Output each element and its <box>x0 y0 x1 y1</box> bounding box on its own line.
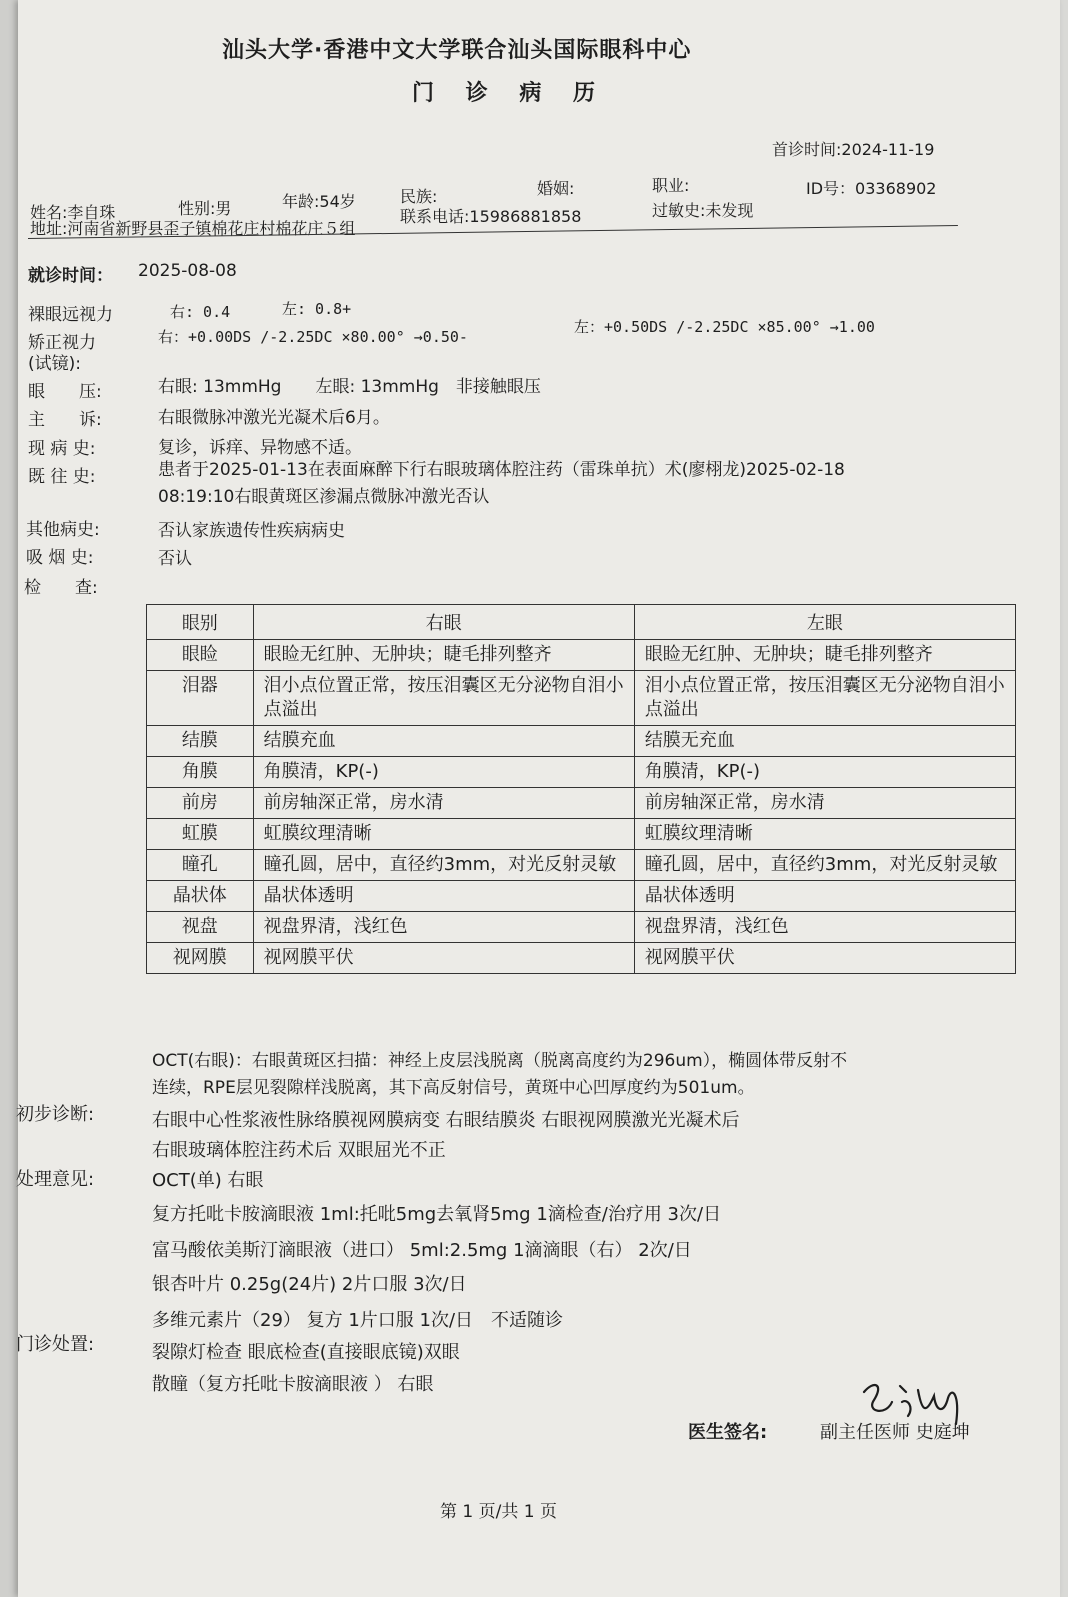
present-illness: 复诊，诉痒、异物感不适。 <box>158 438 362 458</box>
signature-label: 医生签名: <box>688 1422 768 1443</box>
bcva-left: 左：+0.50DS /-2.25DC ×85.00° →1.00 <box>574 318 875 336</box>
procedure-line2: 散瞳（复方托吡卡胺滴眼液 ） 右眼 <box>152 1374 434 1395</box>
exam-header-left: 左眼 <box>634 605 1015 640</box>
left-eye-finding: 虹膜纹理清晰 <box>634 819 1015 850</box>
left-eye-finding: 前房轴深正常，房水清 <box>634 788 1015 819</box>
treatment-label: 处理意见: <box>16 1169 95 1190</box>
right-eye-finding: 角膜清，KP(-) <box>253 757 634 788</box>
patient-allergy: 过敏史:未发现 <box>652 201 754 220</box>
left-eye-finding: 角膜清，KP(-) <box>634 757 1015 788</box>
visit-date-label: 就诊时间： <box>28 266 113 286</box>
right-eye-finding: 眼睑无红肿、无肿块；睫毛排列整齐 <box>253 640 634 671</box>
table-row <box>147 671 1016 726</box>
doctor-name: 副主任医师 史庭坤 <box>820 1422 970 1443</box>
exam-item: 视盘 <box>147 912 254 943</box>
left-eye-finding: 结膜无充血 <box>634 726 1015 757</box>
uva-right: 右: 0.4 <box>170 303 231 321</box>
first-visit-date: 首诊时间:2024-11-19 <box>772 140 935 159</box>
diagnosis-line1: 右眼中心性浆液性脉络膜视网膜病变 右眼结膜炎 右眼视网膜激光光凝术后 <box>152 1110 740 1131</box>
patient-sex: 性别:男 <box>178 199 232 218</box>
right-eye-finding: 虹膜纹理清晰 <box>253 819 634 850</box>
left-eye-finding: 瞳孔圆，居中，直径约3mm，对光反射灵敏 <box>634 850 1015 881</box>
exam-item: 视网膜 <box>147 943 254 974</box>
oct-line2: 连续，RPE层见裂隙样浅脱离，其下高反射信号，黄斑中心凹厚度约为501um。 <box>152 1078 755 1098</box>
uva-left: 左: 0.8+ <box>282 300 352 318</box>
page-number: 第 1 页/共 1 页 <box>440 1502 557 1522</box>
right-eye-finding: 视网膜平伏 <box>253 943 634 974</box>
bcva-label: 矫正视力 <box>28 333 96 353</box>
chief-complaint: 右眼微脉冲激光光凝术后6月。 <box>158 408 390 428</box>
exam-item: 虹膜 <box>147 819 254 850</box>
bcva-right: 右：+0.00DS /-2.25DC ×80.00° →0.50- <box>158 328 468 346</box>
exam-item: 晶状体 <box>147 881 254 912</box>
patient-address: 地址:河南省新野县歪子镇棉花庄村棉花庄５组 <box>30 219 356 238</box>
exam-item: 眼睑 <box>147 640 254 671</box>
right-eye-finding: 视盘界清，浅红色 <box>253 912 634 943</box>
smoke-label: 吸 烟 史: <box>26 548 94 568</box>
left-eye-finding: 晶状体透明 <box>634 881 1015 912</box>
patient-marriage: 婚姻: <box>537 179 575 198</box>
table-row <box>147 881 1016 912</box>
left-eye-finding: 泪小点位置正常，按压泪囊区无分泌物自泪小点溢出 <box>634 671 1015 726</box>
oct-line1: OCT(右眼)：右眼黄斑区扫描：神经上皮层浅脱离（脱离高度约为296um），椭圆体带反射不 <box>152 1051 848 1071</box>
iop-label: 眼 压: <box>28 382 102 402</box>
exam-header-right: 右眼 <box>253 605 634 640</box>
table-row <box>147 788 1016 819</box>
patient-occupation: 职业: <box>652 176 690 195</box>
right-eye-finding: 泪小点位置正常，按压泪囊区无分泌物自泪小点溢出 <box>253 671 634 726</box>
patient-ethnicity: 民族: <box>400 187 438 206</box>
iop-value: 右眼: 13mmHg 左眼: 13mmHg 非接触眼压 <box>158 377 541 397</box>
bcva-label-trial: (试镜): <box>28 354 81 374</box>
left-eye-finding: 视盘界清，浅红色 <box>634 912 1015 943</box>
uva-label: 裸眼远视力 <box>28 305 113 325</box>
exam-header-eye: 眼别 <box>147 605 254 640</box>
left-eye-finding: 视网膜平伏 <box>634 943 1015 974</box>
complaint-label: 主 诉: <box>28 410 102 430</box>
table-row <box>147 943 1016 974</box>
exam-item: 瞳孔 <box>147 850 254 881</box>
treatment-item: 富马酸依美斯汀滴眼液（进口） 5ml:2.5mg 1滴滴眼（右） 2次/日 <box>152 1240 692 1261</box>
right-eye-finding: 晶状体透明 <box>253 881 634 912</box>
other-history: 否认家族遗传性疾病病史 <box>158 521 345 541</box>
exam-header-row <box>147 605 1016 640</box>
treatment-item: 复方托吡卡胺滴眼液 1ml:托吡5mg去氧肾5mg 1滴检查/治疗用 3次/日 <box>152 1204 722 1225</box>
visit-date: 2025-08-08 <box>138 261 237 281</box>
exam-label: 检 查: <box>24 578 98 598</box>
record-title: 门 诊 病 历 <box>412 81 607 106</box>
procedure-line1: 裂隙灯检查 眼底检查(直接眼底镜)双眼 <box>152 1342 460 1363</box>
present-label: 现 病 史: <box>28 439 96 459</box>
past-label: 既 往 史: <box>28 467 96 487</box>
table-row <box>147 850 1016 881</box>
patient-id: ID号：03368902 <box>806 179 937 198</box>
treatment-item: 多维元素片（29） 复方 1片口服 1次/日 不适随诊 <box>152 1310 564 1331</box>
exam-item: 结膜 <box>147 726 254 757</box>
exam-table <box>146 604 1016 974</box>
patient-name: 姓名:李自珠 <box>30 203 116 222</box>
right-eye-finding: 前房轴深正常，房水清 <box>253 788 634 819</box>
right-eye-finding: 结膜充血 <box>253 726 634 757</box>
smoke-history: 否认 <box>158 549 192 569</box>
patient-phone: 联系电话:15986881858 <box>400 207 582 226</box>
diagnosis-line2: 右眼玻璃体腔注药术后 双眼屈光不正 <box>152 1140 446 1161</box>
past-history-line2: 08:19:10右眼黄斑区渗漏点微脉冲激光否认 <box>158 487 490 507</box>
past-history-line1: 患者于2025-01-13在表面麻醉下行右眼玻璃体腔注药（雷珠单抗）术(廖栩龙)2025-02-18 <box>158 460 845 480</box>
table-row <box>147 640 1016 671</box>
table-row <box>147 726 1016 757</box>
treatment-item: 银杏叶片 0.25g(24片) 2片口服 3次/日 <box>152 1274 467 1295</box>
other-label: 其他病史: <box>26 520 100 540</box>
exam-item: 泪器 <box>147 671 254 726</box>
left-eye-finding: 眼睑无红肿、无肿块；睫毛排列整齐 <box>634 640 1015 671</box>
table-row <box>147 912 1016 943</box>
procedure-label: 门诊处置: <box>16 1334 95 1355</box>
exam-item: 角膜 <box>147 757 254 788</box>
hospital-name: 汕头大学·香港中文大学联合汕头国际眼科中心 <box>222 38 692 63</box>
patient-age: 年龄:54岁 <box>282 192 356 211</box>
exam-item: 前房 <box>147 788 254 819</box>
treatment-item: OCT(单) 右眼 <box>152 1170 264 1191</box>
table-row <box>147 819 1016 850</box>
right-eye-finding: 瞳孔圆，居中，直径约3mm，对光反射灵敏 <box>253 850 634 881</box>
diagnosis-label: 初步诊断: <box>16 1104 95 1125</box>
table-row <box>147 757 1016 788</box>
